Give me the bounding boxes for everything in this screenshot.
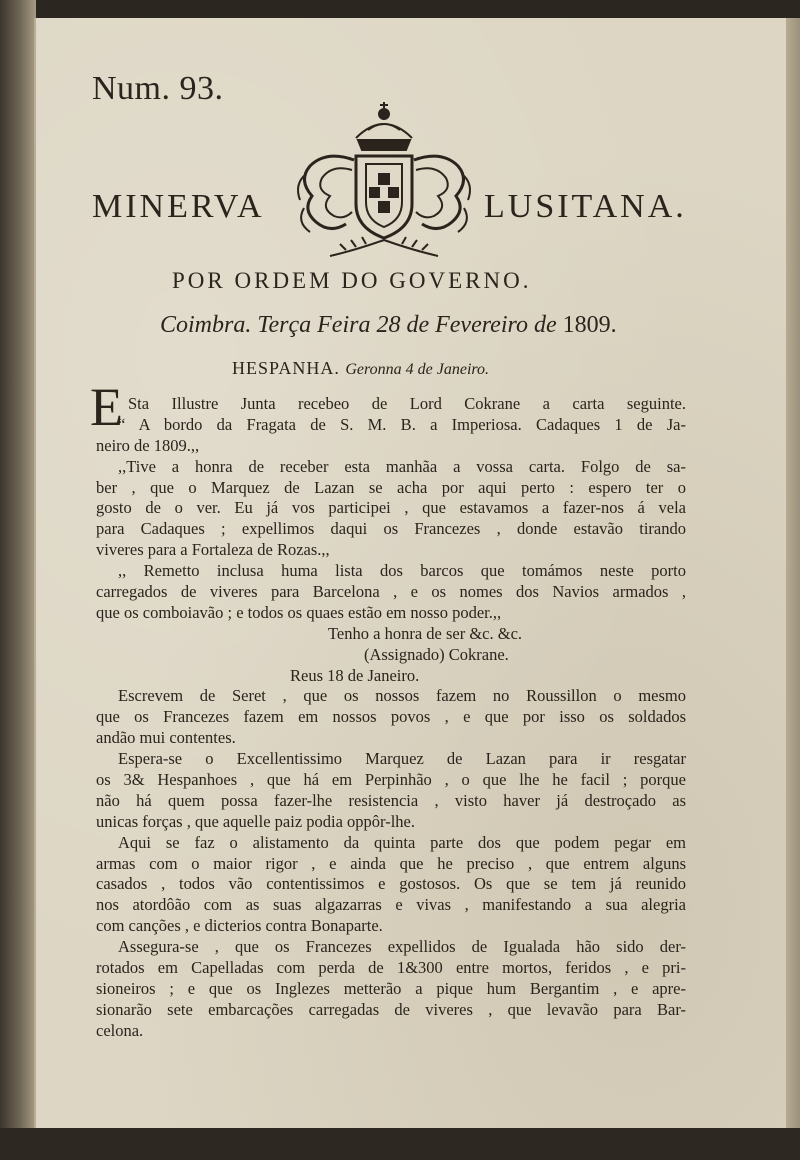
text-line: nos atordôão com as suas algazarras e vivas , manifestando a sua alegria <box>96 895 686 915</box>
dateline-text: Coimbra. Terça Feira 28 de Fevereiro de <box>160 312 557 338</box>
section-title: HESPANHA. <box>232 358 340 378</box>
scan-background <box>0 1128 800 1160</box>
text-line: casados , todos vão contentissimos e gostosos. Os que se tem já reunido <box>96 874 686 894</box>
text-line: viveres para a Fortaleza de Rozas.,, <box>96 540 330 560</box>
dateline-year: 1809. <box>562 312 617 338</box>
text-line: Assegura-se , que os Francezes expellidos de Igualada hão sido der- <box>118 937 686 957</box>
text-line: Sta Illustre Junta recebeo de Lord Cokrane a carta seguinte. <box>128 394 686 413</box>
text-line: ,, Remetto inclusa huma lista dos barcos que tomámos neste porto <box>118 561 686 581</box>
royal-coat-of-arms-icon <box>286 100 482 260</box>
text-line: que os comboiavão ; e todos os quaes estão em nosso poder.,, <box>96 602 502 622</box>
text-line: Espera-se o Excellentissimo Marquez de Lazan para ir resgatar <box>118 749 686 769</box>
article-body <box>96 394 686 1042</box>
text-line: rotados em Capelladas com perda de 1&300 entre mortos, feridos , e pri- <box>96 958 686 978</box>
drop-cap: E <box>90 377 123 437</box>
masthead-title-left: MINERVA <box>92 188 265 225</box>
text-line: que os Francezes fazem em nossos povos , e que por isso os soldados <box>96 707 686 727</box>
text-line: com canções , e dicterios contra Bonaparte. <box>96 916 383 936</box>
text-line: celona. <box>96 1020 144 1040</box>
text-line: os 3& Hespanhoes , que há em Perpinhão , o que lhe he facil ; porque <box>96 770 686 790</box>
text-line: Tenho a honra de ser &c. &c. <box>328 623 523 643</box>
text-line: sionarão sete embarcações carregadas de viveres , que levavão para Bar- <box>96 999 686 1019</box>
masthead-subtitle: POR ORDEM DO GOVERNO. <box>172 268 532 293</box>
page-edge <box>786 18 800 1130</box>
text-line: sioneiros ; e que os Inglezes metterão a pique hum Bergantim , e apre- <box>96 978 686 998</box>
text-line: neiro de 1809.,, <box>96 435 200 455</box>
text-line: armas com o maior rigor , e ainda que he preciso , que entrem alguns <box>96 853 686 873</box>
binding-gutter <box>0 0 36 1160</box>
section-place-date: Geronna 4 de Janeiro. <box>345 361 490 378</box>
text-line: carregados de viveres para Barcelona , e os nomes dos Navios armados , <box>96 582 686 602</box>
text-line: Aqui se faz o alistamento da quinta parte dos que podem pegar em <box>118 832 686 852</box>
issue-number: Num. 93. <box>92 70 224 107</box>
masthead-title-right: LUSITANA. <box>484 188 687 225</box>
dateline <box>160 312 617 339</box>
text-line: ber , que o Marquez de Lazan se acha por aqui perto : espero ter o <box>96 477 686 497</box>
dateline-reus: Reus 18 de Janeiro. <box>290 665 420 685</box>
text-line: “ A bordo da Fragata de S. M. B. a Imperiosa. Cadaques 1 de Ja- <box>118 414 686 434</box>
text-line: unicas forças , que aquelle paiz podia oppôr-lhe. <box>96 811 416 831</box>
section-heading <box>232 358 489 379</box>
signature-line: (Assignado) Cokrane. <box>364 644 509 664</box>
text-line: não há quem possa fazer-lhe resistencia , visto haver já destroçado as <box>96 790 686 810</box>
text-line: gosto de o ver. Eu já vos participei , que estavamos a fazer-nos á vela <box>96 498 686 518</box>
text-line: Escrevem de Seret , que os nossos fazem no Roussillon o mesmo <box>118 686 686 706</box>
text-line: ,,Tive a honra de receber esta manhãa a vossa carta. Folgo de sa- <box>118 456 686 476</box>
text-line: para Cadaques ; expellimos daqui os Francezes , donde estavão tirando <box>96 519 686 539</box>
text-line: andão mui contentes. <box>96 728 236 748</box>
